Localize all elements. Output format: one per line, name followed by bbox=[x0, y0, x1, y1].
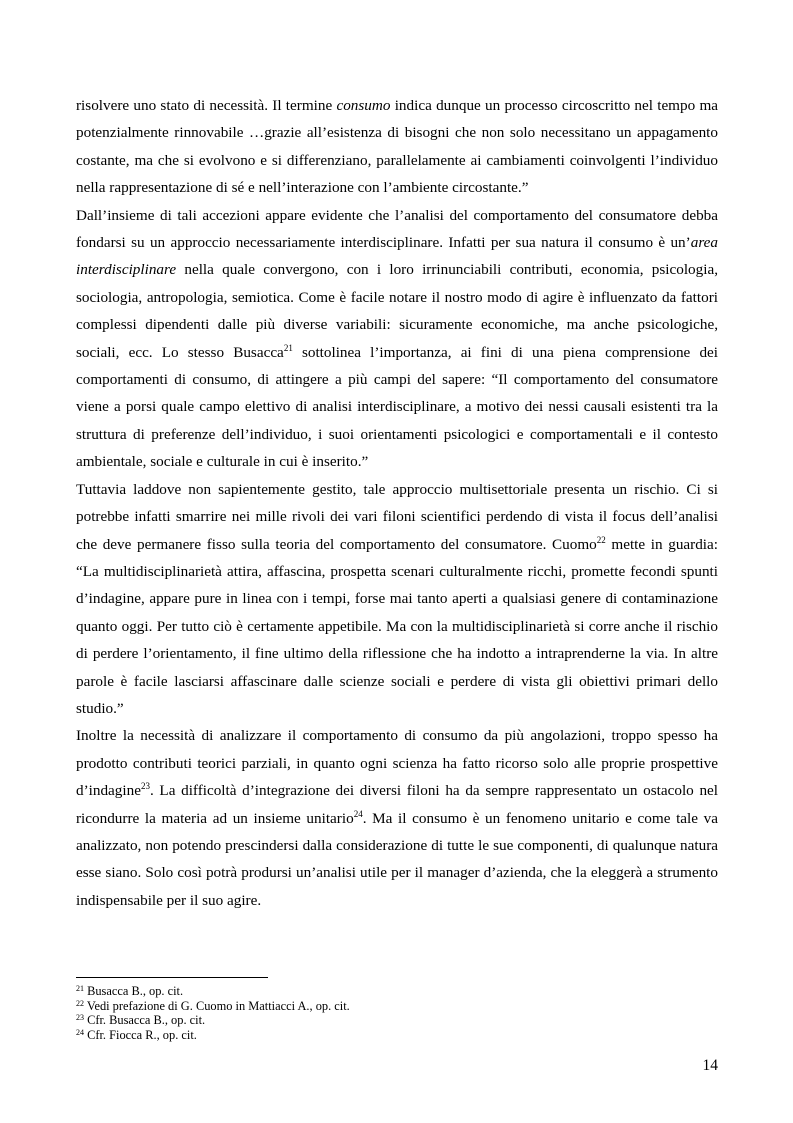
footnote-text: Cfr. Busacca B., op. cit. bbox=[84, 1013, 206, 1028]
footnote-number: 23 bbox=[76, 1013, 84, 1023]
text-run: mette in guardia: “La multidisciplinarietà attira, affascina, prospetta scenari culturalmente ricchi, promette fecondi spunti d’indagine, appare pure in linea con i tempi, forse mai tanto aperti a qualsiasi genere di contaminazione quanto oggi. Per tutto ciò è certamente appetibile. Ma con la multidisciplinarietà si corre anche il rischio di perdere l’orientamento, il fine ultimo della riflessione che ha indotto a intraprenderne la via. In altre parole è facile lasciarsi affascinare dalle scienze sociali e perdere di vista gli obiettivi primari dello studio.” bbox=[76, 535, 718, 717]
footnote-ref: 22 bbox=[596, 534, 606, 545]
text-run: . La difficoltà d’integrazione dei diversi filoni ha da sempre rappresentato un ostacolo nel ricondurre la materia ad un insieme unitario bbox=[76, 782, 718, 827]
footnotes bbox=[76, 984, 718, 1042]
text-run: Tuttavia laddove non sapientemente gestito, tale approccio multisettoriale presenta un rischio. Ci si potrebbe infatti smarrire nei mille rivoli dei vari filoni scientifici perdendo di vista il focus dell’analisi che deve permanere fisso sulla teoria del comportamento del consumatore. Cuomo bbox=[76, 480, 718, 553]
footnote-ref: 23 bbox=[140, 781, 150, 792]
footnote-number: 22 bbox=[76, 998, 84, 1008]
text-run: . Ma il consumo è un fenomeno unitario e come tale va analizzato, non potendo prescindersi dalla considerazione di tutte le sue componenti, di qualunque natura esse siano. Solo così potrà prodursi un’analisi utile per il manager d’azienda, che la eleggerà a strumento indispensabile per il suo agire. bbox=[76, 809, 718, 909]
page-number: 14 bbox=[702, 1057, 718, 1074]
footnote-number: 21 bbox=[76, 984, 84, 993]
paragraph bbox=[76, 476, 718, 723]
footnote bbox=[76, 984, 718, 999]
text-run: indica dunque un processo circoscritto nel tempo ma potenzialmente rinnovabile …grazie all’esistenza di bisogni che non solo necessitano un appagamento costante, ma che si evolvono e si differenziano, parallelamente ai cambiamenti coinvolgenti l’individuo nella rappresentazione di sé e nell’interazione con l’ambiente circostante.” bbox=[76, 97, 718, 197]
footnote-text: Busacca B., op. cit. bbox=[84, 984, 184, 998]
body-text bbox=[76, 92, 718, 914]
italic-term: area interdisciplinare bbox=[76, 234, 718, 279]
footnote bbox=[76, 999, 718, 1014]
footnote-text: Vedi prefazione di G. Cuomo in Mattiacci A., op. cit. bbox=[84, 998, 350, 1013]
footnote-text: Cfr. Fiocca R., op. cit. bbox=[84, 1027, 197, 1042]
paragraph bbox=[76, 722, 718, 914]
footnote-ref: 21 bbox=[283, 342, 293, 353]
paragraph bbox=[76, 92, 718, 202]
footnote bbox=[76, 1028, 718, 1043]
text-run: Inoltre la necessità di analizzare il comportamento di consumo da più angolazioni, troppo spesso ha prodotto contributi teorici parziali, in quanto ogni scienza ha fatto ricorso solo alle proprie prospettive d’indagine bbox=[76, 727, 718, 800]
footnote bbox=[76, 1013, 718, 1028]
footnote-separator bbox=[76, 977, 268, 978]
text-run: risolvere uno stato di necessità. Il termine bbox=[76, 97, 337, 114]
italic-term: consumo bbox=[336, 97, 391, 114]
paragraph bbox=[76, 202, 718, 476]
text-run: Dall’insieme di tali accezioni appare evidente che l’analisi del comportamento del consumatore debba fondarsi su un approccio necessariamente interdisciplinare. Infatti per sua natura il consumo è un’ bbox=[76, 206, 718, 252]
footnote-ref: 24 bbox=[353, 808, 363, 819]
text-run: sottolinea l’importanza, ai fini di una piena comprensione dei comportamenti di consumo, di attingere a più campi del sapere: “Il comportamento del consumatore viene a porsi quale campo elettivo di analisi interdisciplinare, a motivo dei nessi causali esistenti tra la struttura di preferenze dell’individuo, i suoi orientamenti psicologici e comportamentali e il contesto ambientale, sociale e culturale in cui è inserito.” bbox=[76, 343, 719, 471]
text-run: nella quale convergono, con i loro irrinunciabili contributi, economia, psicologia, sociologia, antropologia, semiotica. Come è facile notare il nostro modo di agire è influenzato da fattori complessi dipendenti dalle più diverse variabili: sicuramente economiche, ma anche psicologiche, sociali, ecc. Lo stesso Busacca bbox=[76, 261, 718, 361]
footnote-number: 24 bbox=[76, 1027, 84, 1037]
